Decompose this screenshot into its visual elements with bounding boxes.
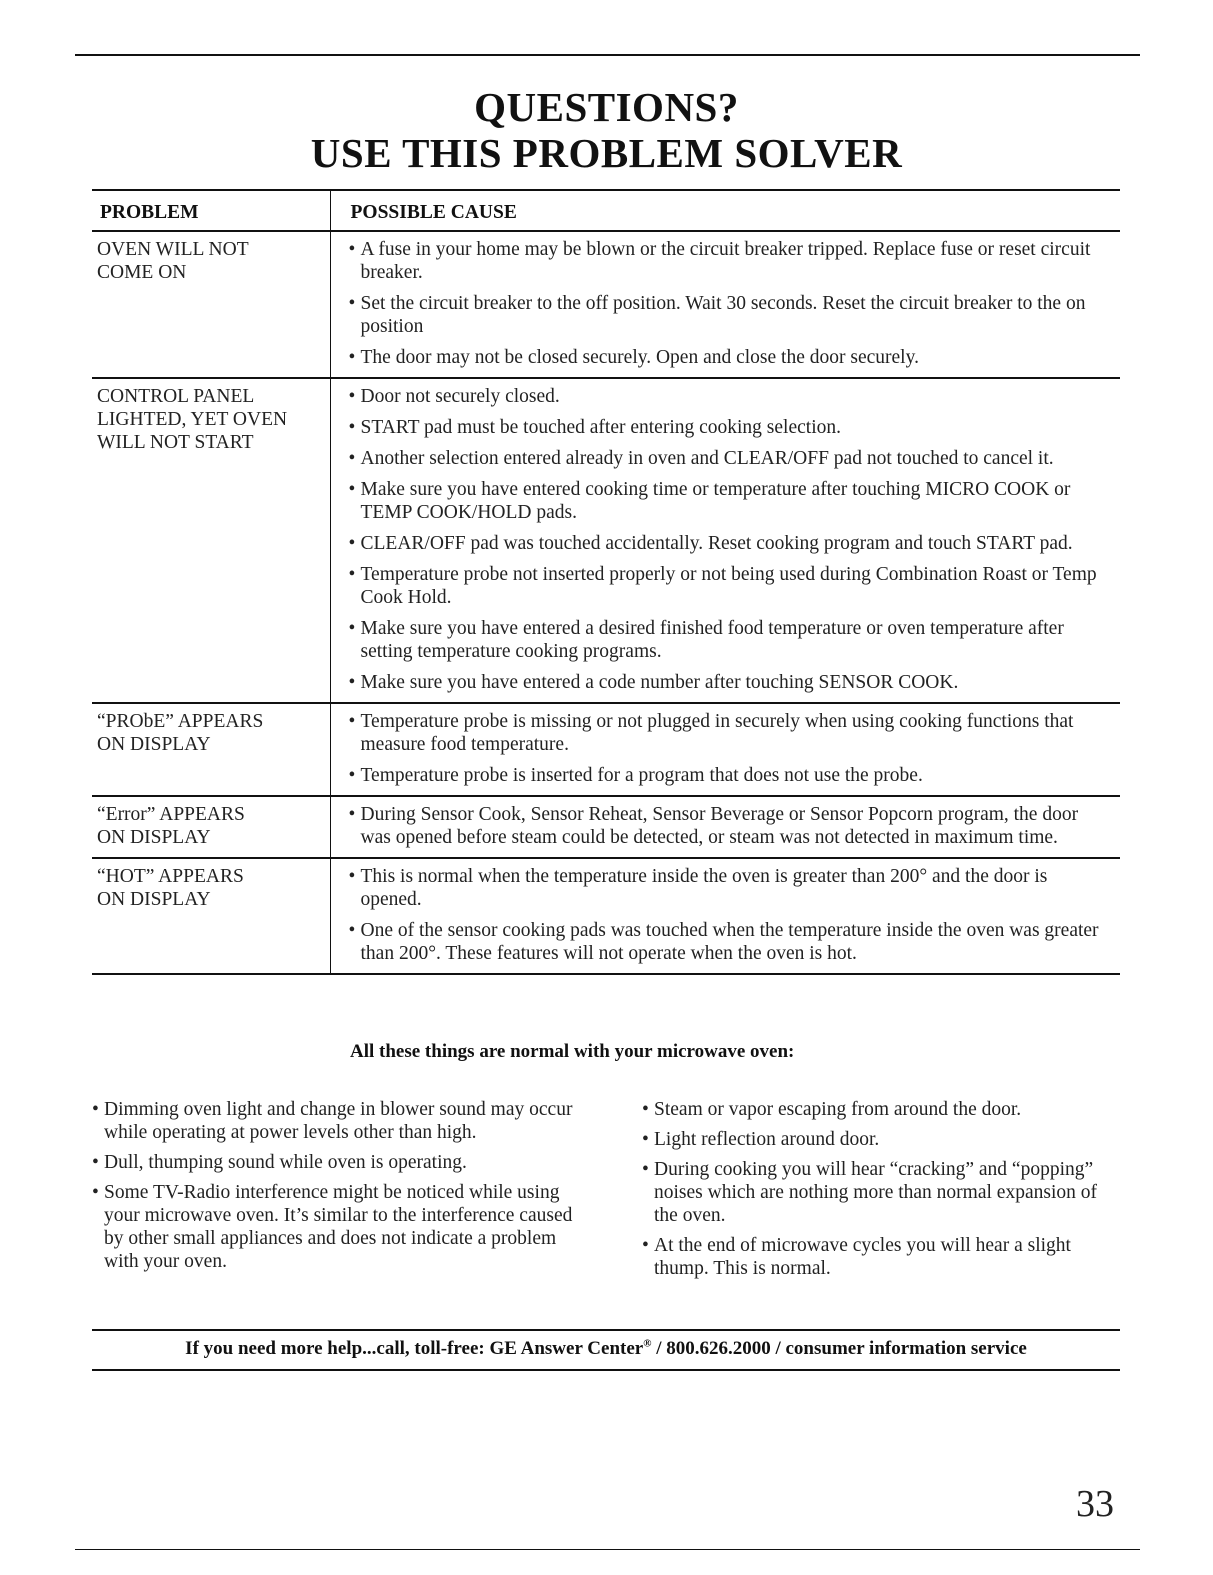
list-item: • Steam or vapor escaping from around the door. bbox=[642, 1098, 1112, 1121]
problem-cell bbox=[92, 796, 330, 858]
cause-item: • The door may not be closed securely. Open and close the door securely. bbox=[349, 346, 1113, 369]
list-item: • At the end of microwave cycles you will hear a slight thump. This is normal. bbox=[642, 1234, 1112, 1280]
cause-cell bbox=[330, 378, 1120, 703]
problem-cell bbox=[92, 703, 330, 796]
problem-solver-table bbox=[92, 189, 1120, 975]
cause-item: • Door not securely closed. bbox=[349, 385, 1113, 408]
title-line-1: QUESTIONS? bbox=[474, 84, 739, 130]
normal-list-right bbox=[642, 1098, 1112, 1287]
problem-text: “Error” APPEARS ON DISPLAY bbox=[97, 804, 245, 848]
list-item: • Some TV-Radio interference might be noticed while using your microwave oven. It’s similar to the interference caused by other small appliances and does not indicate a problem with your oven. bbox=[92, 1181, 592, 1273]
cause-item: • START pad must be touched after entering cooking selection. bbox=[349, 416, 1113, 439]
cause-item: • Set the circuit breaker to the off position. Wait 30 seconds. Reset the circuit breaker to the on position bbox=[349, 292, 1113, 338]
cause-item: • Another selection entered already in oven and CLEAR/OFF pad not touched to cancel it. bbox=[349, 447, 1113, 470]
normal-list-left bbox=[92, 1098, 592, 1280]
problem-text: OVEN WILL NOT COME ON bbox=[97, 239, 249, 283]
cause-cell bbox=[330, 796, 1120, 858]
bottom-rule bbox=[75, 1549, 1140, 1550]
page-title bbox=[0, 84, 1213, 176]
cause-item: • This is normal when the temperature inside the oven is greater than 200° and the door is opened. bbox=[349, 865, 1113, 911]
problem-text: CONTROL PANEL LIGHTED, YET OVEN WILL NOT START bbox=[97, 386, 288, 453]
cause-item: • One of the sensor cooking pads was touched when the temperature inside the oven was greater than 200°. These features will not operate when the oven is hot. bbox=[349, 919, 1113, 965]
top-rule bbox=[75, 54, 1140, 56]
cause-item: • During Sensor Cook, Sensor Reheat, Sensor Beverage or Sensor Popcorn program, the door was opened before steam could be detected, or steam was not detected in maximum time. bbox=[349, 803, 1113, 849]
cause-item: • Temperature probe is inserted for a program that does not use the probe. bbox=[349, 764, 1113, 787]
problem-text: “PRObE” APPEARS ON DISPLAY bbox=[97, 711, 264, 755]
cause-item: • Temperature probe is missing or not plugged in securely when using cooking functions that measure food temperature. bbox=[349, 710, 1113, 756]
cause-item: • Temperature probe not inserted properly or not being used during Combination Roast or Temp Cook Hold. bbox=[349, 563, 1113, 609]
problem-cell bbox=[92, 858, 330, 974]
problem-text: “HOT” APPEARS ON DISPLAY bbox=[97, 866, 244, 910]
problem-cell bbox=[92, 231, 330, 378]
cause-item: • Make sure you have entered a desired finished food temperature or oven temperature after setting temperature cooking programs. bbox=[349, 617, 1113, 663]
table-header-row bbox=[92, 190, 1120, 231]
cause-item: • Make sure you have entered a code number after touching SENSOR COOK. bbox=[349, 671, 1113, 694]
cause-cell bbox=[330, 858, 1120, 974]
help-text-before: If you need more help...call, toll-free: GE Answer Center bbox=[185, 1338, 644, 1359]
list-item: • Light reflection around door. bbox=[642, 1128, 1112, 1151]
header-problem: PROBLEM bbox=[92, 190, 330, 231]
help-text-after: / 800.626.2000 / consumer information service bbox=[651, 1338, 1027, 1359]
header-possible-cause: POSSIBLE CAUSE bbox=[330, 190, 1120, 231]
cause-cell bbox=[330, 231, 1120, 378]
list-item: • Dimming oven light and change in blower sound may occur while operating at power levels other than high. bbox=[92, 1098, 592, 1144]
cause-item: • CLEAR/OFF pad was touched accidentally. Reset cooking program and touch START pad. bbox=[349, 532, 1113, 555]
table-row bbox=[92, 231, 1120, 378]
cause-item: • Make sure you have entered cooking time or temperature after touching MICRO COOK or TEMP COOK/HOLD pads. bbox=[349, 478, 1113, 524]
registered-mark: ® bbox=[643, 1337, 652, 1350]
list-item: • During cooking you will hear “cracking” and “popping” noises which are nothing more than normal expansion of the oven. bbox=[642, 1158, 1112, 1227]
cause-item: • A fuse in your home may be blown or the circuit breaker tripped. Replace fuse or reset circuit breaker. bbox=[349, 238, 1113, 284]
cause-cell bbox=[330, 703, 1120, 796]
table-row bbox=[92, 703, 1120, 796]
help-line bbox=[92, 1329, 1120, 1371]
table-row bbox=[92, 378, 1120, 703]
table-row bbox=[92, 796, 1120, 858]
normal-things-heading: All these things are normal with your microwave oven: bbox=[350, 1041, 795, 1062]
problem-cell bbox=[92, 378, 330, 703]
table-row bbox=[92, 858, 1120, 974]
title-line-2: USE THIS PROBLEM SOLVER bbox=[310, 130, 903, 176]
list-item: • Dull, thumping sound while oven is operating. bbox=[92, 1151, 592, 1174]
page-number: 33 bbox=[1076, 1483, 1114, 1525]
